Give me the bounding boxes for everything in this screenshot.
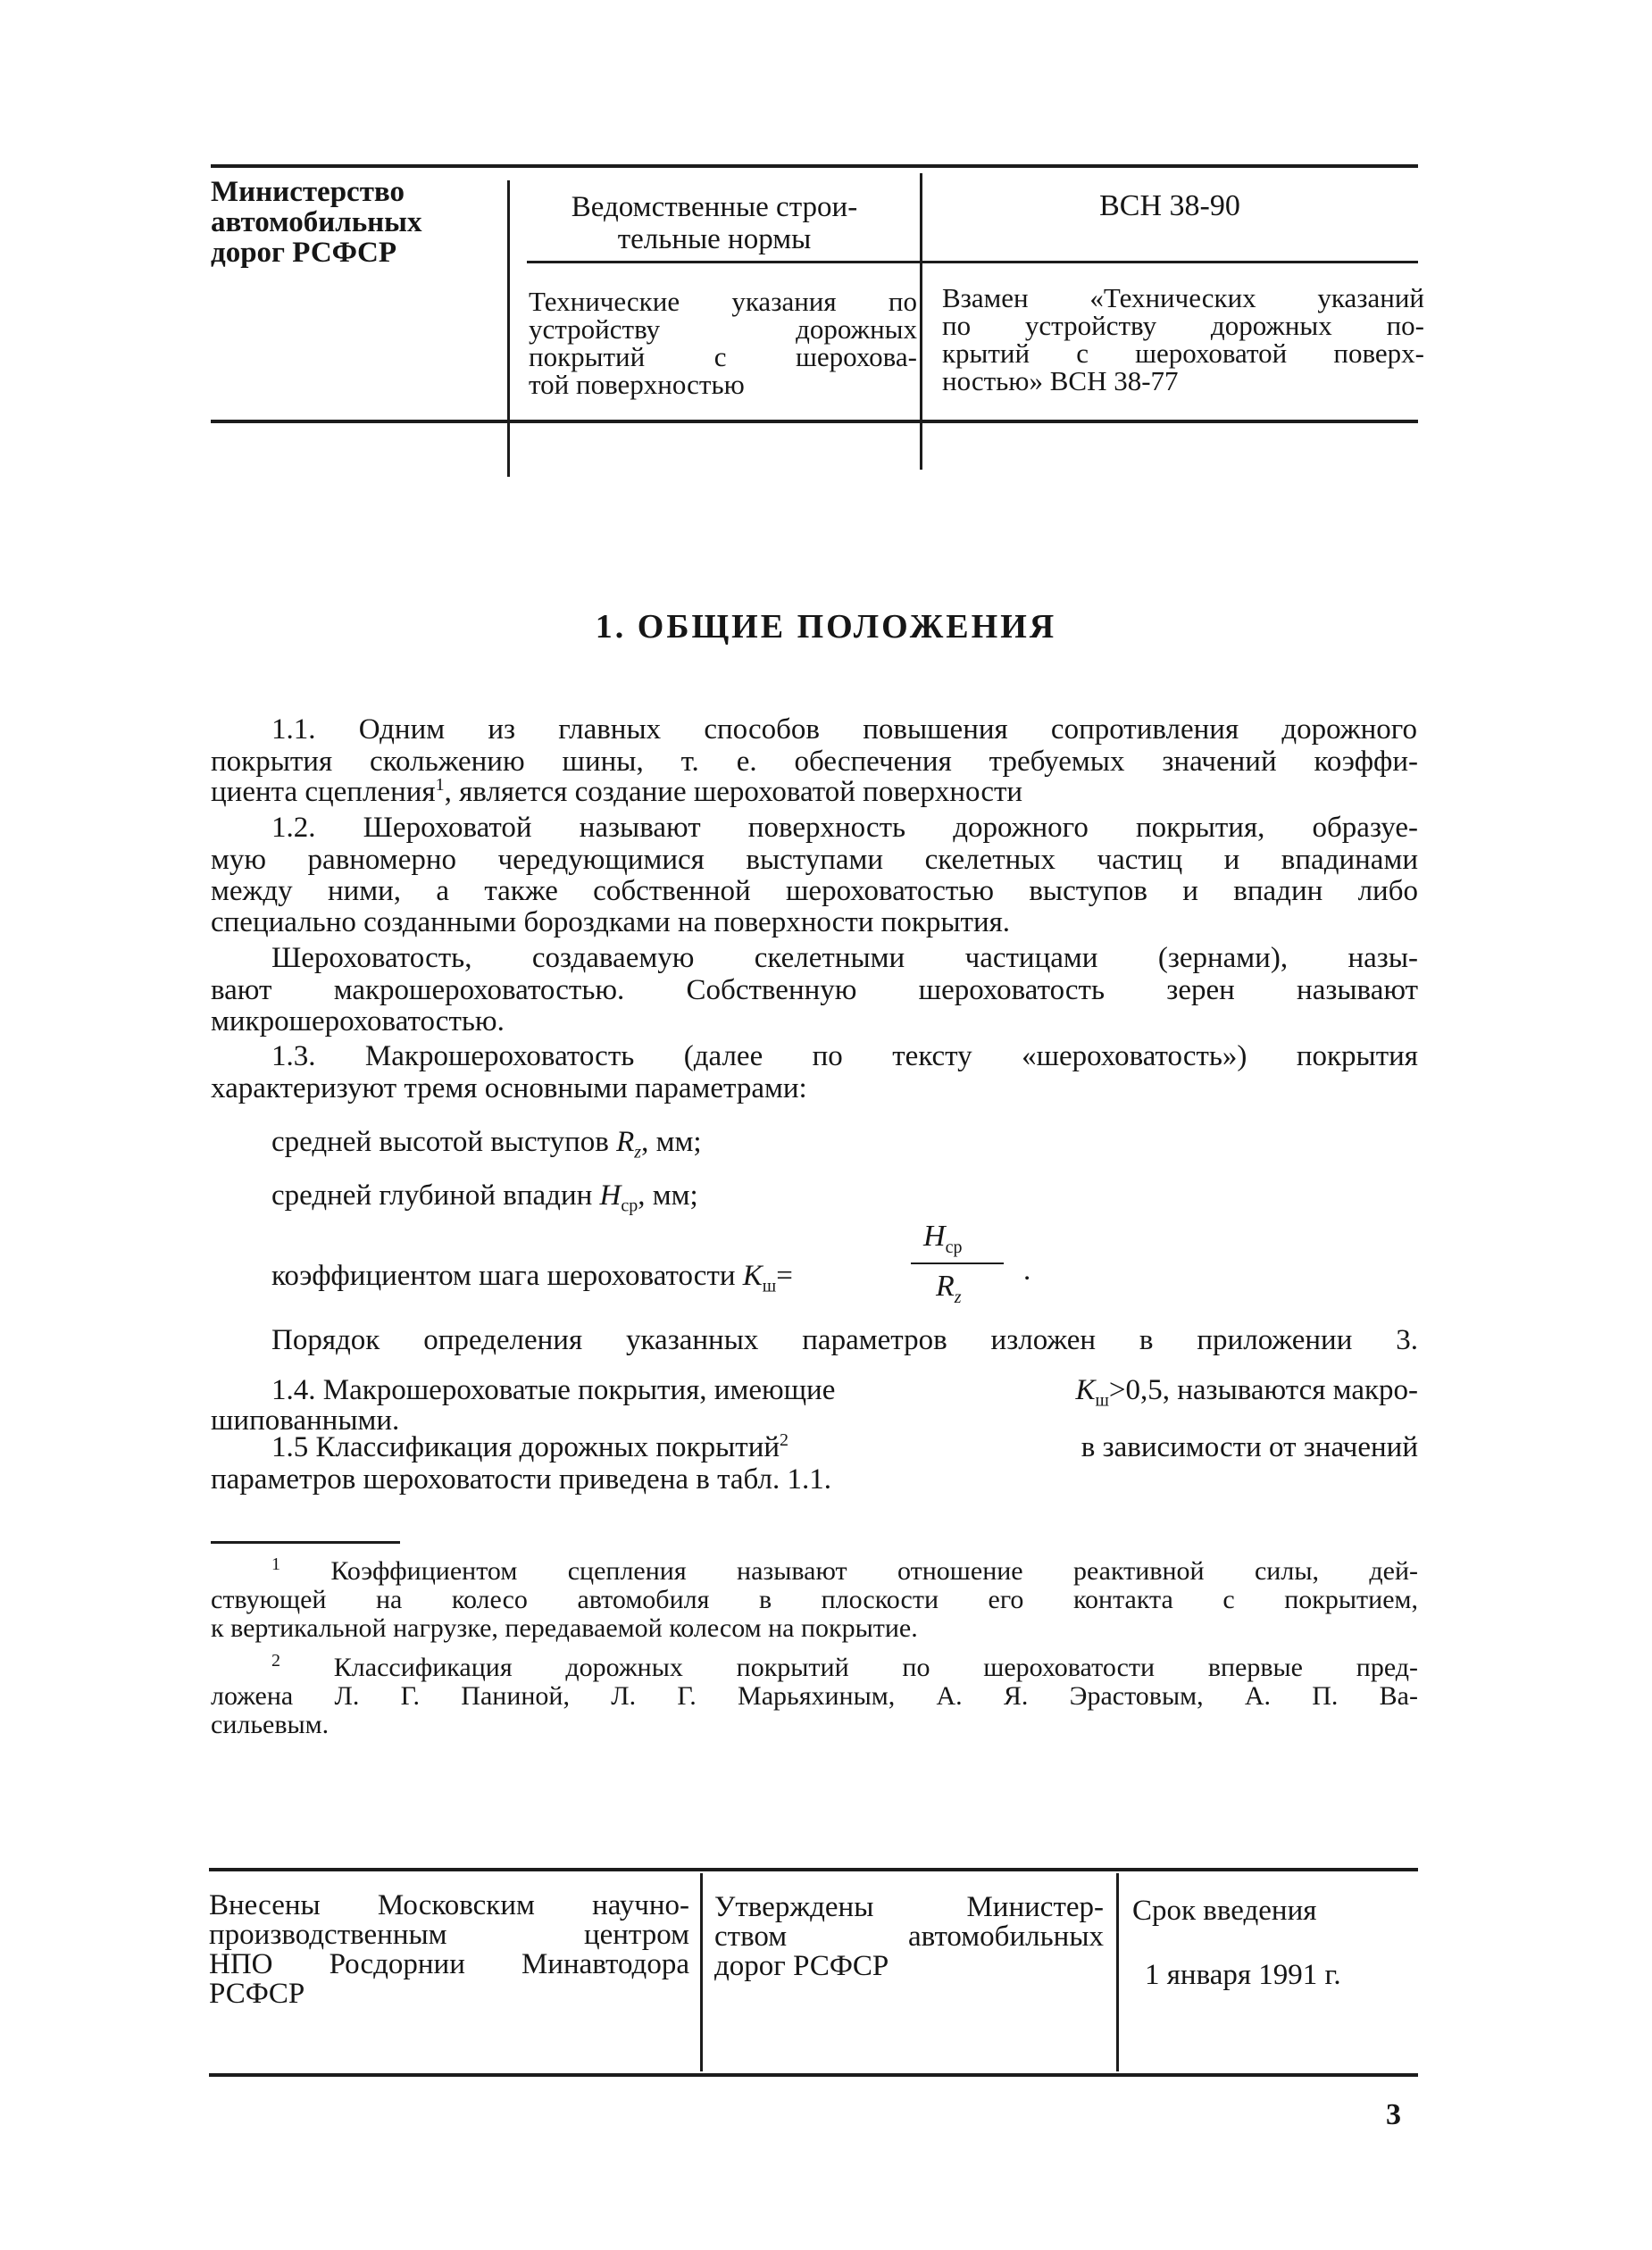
header-col-divider-1 bbox=[507, 180, 510, 477]
text-fragment: , мм; bbox=[641, 1126, 702, 1158]
replaces-line: ностью» ВСН 38-77 bbox=[942, 365, 1179, 396]
doc-type: Ведомственные строи- тельные нормы bbox=[571, 191, 858, 255]
symbol-k: K bbox=[742, 1260, 763, 1292]
text-line: Шероховатость, создаваемую скелетными частицами (зернами), назы- bbox=[271, 942, 1418, 974]
symbol-subscript: ср bbox=[621, 1196, 638, 1216]
doc-title-line: покрытий с шерохова- bbox=[529, 341, 917, 372]
footer-col-divider-2 bbox=[1116, 1873, 1119, 2071]
replaces-line: по устройству дорожных по- bbox=[942, 310, 1424, 341]
symbol-subscript: ш bbox=[762, 1276, 777, 1296]
paragraph-1-2 bbox=[271, 812, 1418, 844]
symbol-h: H bbox=[923, 1220, 946, 1253]
footer-line: производственным центром bbox=[209, 1919, 689, 1951]
footer-effective-label: Срок введения bbox=[1132, 1895, 1317, 1927]
ministry-name: Министерство автомобильных дорог РСФСР bbox=[211, 176, 422, 269]
footer-approved bbox=[714, 1893, 1104, 1981]
header-top-rule bbox=[211, 164, 1418, 168]
text-fragment: 1.5 Классификация дорожных покрытий bbox=[271, 1431, 780, 1463]
text-line: 1.1. Одним из главных способов повышения сопротивления дорожного bbox=[271, 713, 1417, 746]
footer-line: дорог РСФСР bbox=[714, 1950, 889, 1982]
text-line: мую равномерно чередующимися выступами скелетных частиц и впадинами bbox=[211, 844, 1418, 876]
text-fragment: , является создание шероховатой поверхности bbox=[444, 776, 1023, 808]
replaces-line: Взамен «Технических указаний bbox=[942, 282, 1424, 313]
paragraph-1-3-cont: характеризуют тремя основными параметрами: bbox=[211, 1072, 807, 1104]
paragraph-1-5 bbox=[271, 1432, 1418, 1463]
footnote-line: ложена Л. Г. Паниной, Л. Г. Марьяхиным, А. Я. Эрастовым, А. П. Ва- bbox=[211, 1681, 1418, 1711]
text-fragment: , мм; bbox=[638, 1179, 698, 1212]
text-fragment: Коэффициентом сцепления называют отношение реактивной силы, дей- bbox=[330, 1556, 1418, 1586]
text-fragment: средней высотой выступов bbox=[271, 1126, 609, 1158]
footer-line: НПО Росдорнии Минавтодора bbox=[209, 1948, 689, 1980]
equals-sign: = bbox=[776, 1260, 793, 1292]
paragraph-1-4 bbox=[271, 1375, 1418, 1417]
text-fragment: Классификация дорожных покрытий по шероховатости впервые пред- bbox=[333, 1653, 1419, 1682]
footer-introduced bbox=[209, 1891, 689, 2009]
header-mid-rule bbox=[527, 261, 1418, 263]
doc-code: ВСН 38-90 bbox=[1099, 189, 1240, 222]
text-line: 1.3. Макрошероховатость (далее по тексту «шероховатость») покрытия bbox=[271, 1040, 1418, 1072]
formula-denominator bbox=[936, 1270, 962, 1308]
doc-title-line: той поверхностью bbox=[529, 369, 745, 400]
text-line: специально созданными бороздками на поверхности покрытия. bbox=[211, 906, 1011, 938]
text-fragment: >0,5, называются макро- bbox=[1108, 1374, 1418, 1406]
footer-bottom-rule bbox=[209, 2073, 1418, 2077]
symbol-subscript: z bbox=[954, 1287, 962, 1307]
doc-title-line: Технические указания по bbox=[529, 286, 917, 317]
footnote-separator bbox=[211, 1541, 400, 1544]
text-fragment: 1.4. Макрошероховатые покрытия, имеющие bbox=[271, 1374, 836, 1406]
footnote-marker: 2 bbox=[780, 1430, 789, 1450]
symbol-k: K bbox=[1075, 1374, 1096, 1406]
footer-col-divider-1 bbox=[700, 1873, 703, 2071]
text-fragment: в зависимости от значений bbox=[1080, 1431, 1418, 1463]
footnote-marker: 1 bbox=[271, 1554, 280, 1574]
text-fragment: средней глубиной впадин bbox=[271, 1179, 593, 1212]
symbol-subscript: z bbox=[634, 1142, 642, 1162]
parameter-mean-depth bbox=[271, 1180, 698, 1222]
paragraph-1-1 bbox=[271, 714, 1417, 746]
text-line: микрошероховатостью. bbox=[211, 1005, 505, 1038]
footnote-2 bbox=[211, 1651, 1419, 1739]
page-number: 3 bbox=[1386, 2098, 1401, 2131]
footer-line: Утверждены Министер- bbox=[714, 1891, 1104, 1923]
footer-line: Внесены Московским научно- bbox=[209, 1889, 689, 1921]
paragraph-1-2-cont bbox=[211, 845, 1418, 938]
symbol-subscript: ш bbox=[1095, 1390, 1109, 1411]
formula-numerator bbox=[923, 1220, 962, 1258]
footnote-line: ствующей на колесо автомобиля в плоскости его контакта с покрытием, bbox=[211, 1585, 1418, 1614]
doc-title-line: устройству дорожных bbox=[529, 313, 917, 345]
fraction-bar bbox=[911, 1262, 1004, 1264]
footer-top-rule bbox=[209, 1868, 1418, 1871]
header-col-divider-2 bbox=[920, 173, 922, 470]
text-line: Порядок определения указанных параметров изложен в приложении 3. bbox=[271, 1324, 1418, 1356]
paragraph-1-4-cont: шипованными. bbox=[211, 1404, 400, 1437]
formula-fraction bbox=[911, 1220, 1009, 1309]
paragraph-1-1-last-line bbox=[211, 777, 1022, 808]
footer-line: РСФСР bbox=[209, 1978, 305, 2010]
footnote-1 bbox=[211, 1554, 1418, 1643]
text-line: покрытия скольжению шины, т. е. обеспечения требуемых значений коэффи- bbox=[211, 746, 1418, 778]
text-fragment bbox=[271, 1432, 788, 1463]
footnote-line: сильевым. bbox=[211, 1710, 330, 1739]
footnote-marker: 2 bbox=[271, 1651, 280, 1671]
replaces-line: крытий с шероховатой поверх- bbox=[942, 338, 1424, 369]
footnote-line: к вертикальной нагрузке, передаваемой колесом на покрытие. bbox=[211, 1613, 918, 1643]
symbol-subscript: ср bbox=[945, 1237, 963, 1257]
text-line: 1.2. Шероховатой называют поверхность дорожного покрытия, образуе- bbox=[271, 812, 1418, 844]
footer-effective-date: 1 января 1991 г. bbox=[1145, 1959, 1341, 1991]
paragraph-order bbox=[271, 1325, 1418, 1356]
paragraph-1-2b-cont bbox=[211, 975, 1418, 1038]
footnote-marker: 1 bbox=[435, 775, 445, 795]
inequality bbox=[1075, 1375, 1418, 1417]
doc-title bbox=[529, 288, 917, 398]
formula-end: . bbox=[1023, 1254, 1031, 1287]
paragraph-1-5-cont: параметров шероховатости приведена в табл. 1.1. bbox=[211, 1463, 831, 1496]
text-line: между ними, а также собственной шероховатостью выступов и впадин либо bbox=[211, 875, 1418, 907]
parameter-step-coefficient bbox=[271, 1261, 793, 1303]
header-bottom-rule bbox=[211, 420, 1418, 423]
footnote-line bbox=[211, 1651, 1419, 1682]
text-fragment: коэффициентом шага шероховатости bbox=[271, 1260, 736, 1292]
footer-line: ством автомобильных bbox=[714, 1921, 1104, 1953]
footnote-line bbox=[211, 1554, 1418, 1586]
symbol-h: H bbox=[599, 1179, 622, 1212]
symbol-r: R bbox=[616, 1126, 635, 1158]
text-line: вают макрошероховатостью. Собственную шероховатость зерен называют bbox=[211, 974, 1418, 1006]
text-fragment: циента сцепления bbox=[211, 776, 436, 808]
paragraph-1-2b bbox=[271, 943, 1418, 974]
replaces-note bbox=[942, 284, 1424, 395]
paragraph-1-1-cont bbox=[211, 746, 1418, 778]
section-title: 1. ОБЩИЕ ПОЛОЖЕНИЯ bbox=[595, 608, 1057, 646]
paragraph-1-3 bbox=[271, 1041, 1418, 1072]
parameter-mean-height bbox=[271, 1127, 702, 1169]
symbol-r: R bbox=[936, 1270, 955, 1303]
